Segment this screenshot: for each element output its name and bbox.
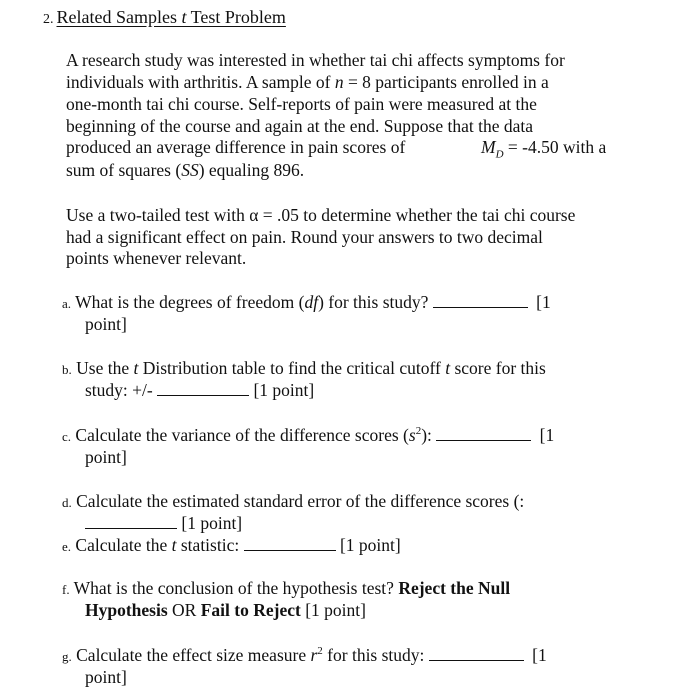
intro-line-3: one-month tai chi course. Self-reports of pain were measured at the [66, 94, 537, 114]
instructions-line-3: points whenever relevant. [66, 248, 247, 268]
answer-blank-a[interactable] [433, 293, 528, 308]
answer-blank-b[interactable] [157, 381, 249, 396]
question-f-line-2: Hypothesis OR Fail to Reject [1 point] [85, 600, 366, 620]
question-e: e. Calculate the t statistic: [1 point] [62, 535, 401, 555]
answer-blank-d[interactable] [85, 514, 177, 529]
question-g-points-cont: point] [85, 667, 127, 687]
problem-title: Related Samples t Test Problem [56, 7, 286, 27]
problem-heading [43, 6, 286, 31]
question-d: d. Calculate the estimated standard error of the difference scores (: [62, 491, 525, 511]
answer-blank-e[interactable] [244, 536, 336, 551]
question-g: g. Calculate the effect size measure $r^2$ for this study: [1 [62, 645, 547, 665]
answer-blank-g[interactable] [429, 646, 524, 661]
intro-line-2: individuals with arthritis. A sample of n = 8 participants enrolled in a [66, 72, 549, 92]
answer-blank-c[interactable] [436, 426, 531, 441]
option-reject-null[interactable]: Reject the Null [398, 578, 511, 598]
intro-line-1: A research study was interested in whether tai chi affects symptoms for [66, 50, 565, 70]
question-f: f. What is the conclusion of the hypothesis test? Reject the Null [62, 578, 511, 598]
question-b-line-2: study: +/- [1 point] [85, 380, 315, 400]
option-fail-to-reject[interactable]: Fail to Reject [200, 600, 301, 620]
problem-number: 2. [43, 12, 54, 27]
intro-line-5: produced an average difference in pain scores of [66, 137, 406, 157]
instructions-line-2: had a significant effect on pain. Round your answers to two decimal [66, 227, 543, 247]
intro-line-4: beginning of the course and again at the end. Suppose that the data [66, 116, 534, 136]
mean-difference: $M_D = -4.50$ with a [481, 137, 607, 161]
instructions-line-1: Use a two-tailed test with α = .05 to determine whether the tai chi course [66, 205, 576, 225]
question-c-points-cont: point] [85, 447, 127, 467]
question-c: c. Calculate the variance of the difference scores $(s^2)$: [1 [62, 425, 555, 445]
question-d-line-2: [1 point] [85, 513, 242, 535]
question-a-points-cont: point] [85, 314, 127, 334]
question-a: a. What is the degrees of freedom (df) for this study? [1 [62, 292, 551, 312]
question-b: b. Use the t Distribution table to find the critical cutoff t score for this [62, 358, 546, 378]
intro-line-6: sum of squares (SS) equaling 896. [66, 160, 305, 180]
